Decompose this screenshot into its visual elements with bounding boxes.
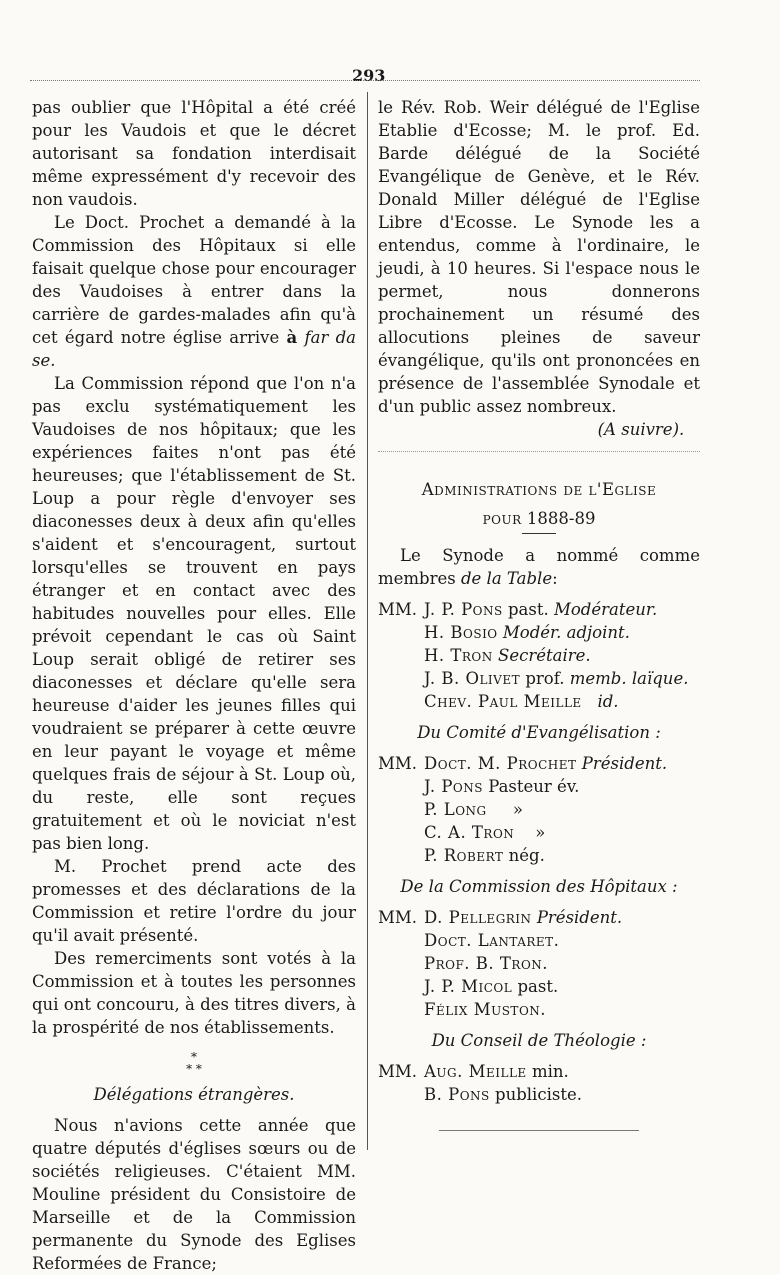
section-heading-year: pour 1888-89 [482,509,596,528]
list-item: Doct. Lantaret. [424,931,560,950]
dotted-rule [378,451,700,452]
list-item: C. A. Tron » [424,823,546,842]
section-heading: Administrations de l'Eglise [421,480,657,499]
table-members-list [378,598,700,713]
list-item: J. B. Olivet prof. memb. laïque. [424,669,689,688]
right-column [378,96,700,1131]
short-rule [522,533,556,534]
left-column [32,96,356,1275]
list-item: H. Bosio Modér. adjoint. [424,623,630,642]
page-number: 293 [352,66,386,85]
list-item: Chev. Paul Meille id. [424,692,619,711]
list-item: MM. J. P. Pons past. Modérateur. [378,600,658,619]
paragraph: M. Prochet prend acte des promesses et des déclarations de la Commission et retire l'ordre du jour qu'il avait présenté. [32,857,356,945]
section-heading: Délégations étrangères. [93,1085,295,1104]
asterism: * * * [186,1050,202,1076]
top-dotted-rule [30,80,700,81]
list-item: Prof. B. Tron. [424,954,549,973]
list-item: MM. Doct. M. Prochet Président. [378,754,668,773]
column-divider [367,92,368,1150]
a-suivre: (A suivre). [597,420,685,439]
closing-rule [439,1130,639,1131]
paragraph: Le Synode a nommé comme membres de la Table: [378,546,700,588]
paragraph: La Commission répond que l'on n'a pas exclu systématiquement les Vaudoises de nos hôpitaux; que les expériences faites n'ont pas été heureuses; que l'établissement de St. Loup a pour règle d'envoyer ses diaconesses deux à deux afin qu'elles s'aident et s'encouragent, surtout lorsqu'elles se trouvent en pays étranger et en contact avec des habitudes nouvelles pour elles. Elle prévoit cependant le cas où Saint Loup serait obligé de retirer ses diaconesses et déclare qu'elle sera heureuse d'aider les jeunes filles qui voudraient se préparer à cette œuvre en leur payant le voyage et même quelques frais de séjour à St. Loup où, du reste, elle sont reçues gratuitement et où le noviciat n'est pas bien long. [32,374,356,853]
list-item: P. Long » [424,800,523,819]
theologie-members-list [378,1060,700,1106]
list-item: MM. D. Pellegrin Président. [378,908,623,927]
subsection-heading: Du Comité d'Evangélisation : [417,723,661,742]
list-item: B. Pons publiciste. [424,1085,582,1104]
paragraph: Des remerciments sont votés à la Commission et à toutes les personnes qui ont concouru, à des titres divers, à la prospérité de nos établissements. [32,949,356,1037]
paragraph: le Rév. Rob. Weir délégué de l'Eglise Etablie d'Ecosse; M. le prof. Ed. Barde délégué de la Société Evangélique de Genève, et le Rév. Donald Miller délégué de l'Eglise Libre d'Ecosse. Le Synode les a entendus, comme à l'ordinaire, le jeudi, à 10 heures. Si l'espace nous le permet, nous donnerons prochainement un résumé des allocutions pleines de saveur évangélique, qu'ils ont prononcées en présence de l'assemblée Synodale et d'un public assez nombreux. [378,98,700,416]
paragraph: Nous n'avions cette année que quatre députés d'églises sœurs ou de sociétés religieuses. C'étaient MM. Mouline président du Consistoire de Marseille et de la Commission permanente du Synode des Eglises Reformées de France; [32,1116,356,1273]
list-item: Félix Muston. [424,1000,547,1019]
subsection-heading: De la Commission des Hôpitaux : [400,877,678,896]
paragraph: Le Doct. Prochet a demandé à la Commission des Hôpitaux si elle faisait quelque chose pour encourager des Vaudoises à entrer dans la carrière de gardes-malades afin qu'à cet égard notre église arrive à far da se. [32,213,357,370]
paragraph: pas oublier que l'Hôpital a été créé pour les Vaudois et que le décret autorisant sa fondation interdisait même expressément d'y recevoir des non vaudois. [32,98,356,209]
list-item: H. Tron Secrétaire. [424,646,591,665]
hopitaux-members-list [378,906,700,1021]
subsection-heading: Du Conseil de Théologie : [431,1031,647,1050]
list-item: J. Pons Pasteur év. [424,777,580,796]
list-item: J. P. Micol past. [424,977,559,996]
list-item: P. Robert nég. [424,846,545,865]
comite-members-list [378,752,700,867]
list-item: MM. Aug. Meille min. [378,1062,569,1081]
